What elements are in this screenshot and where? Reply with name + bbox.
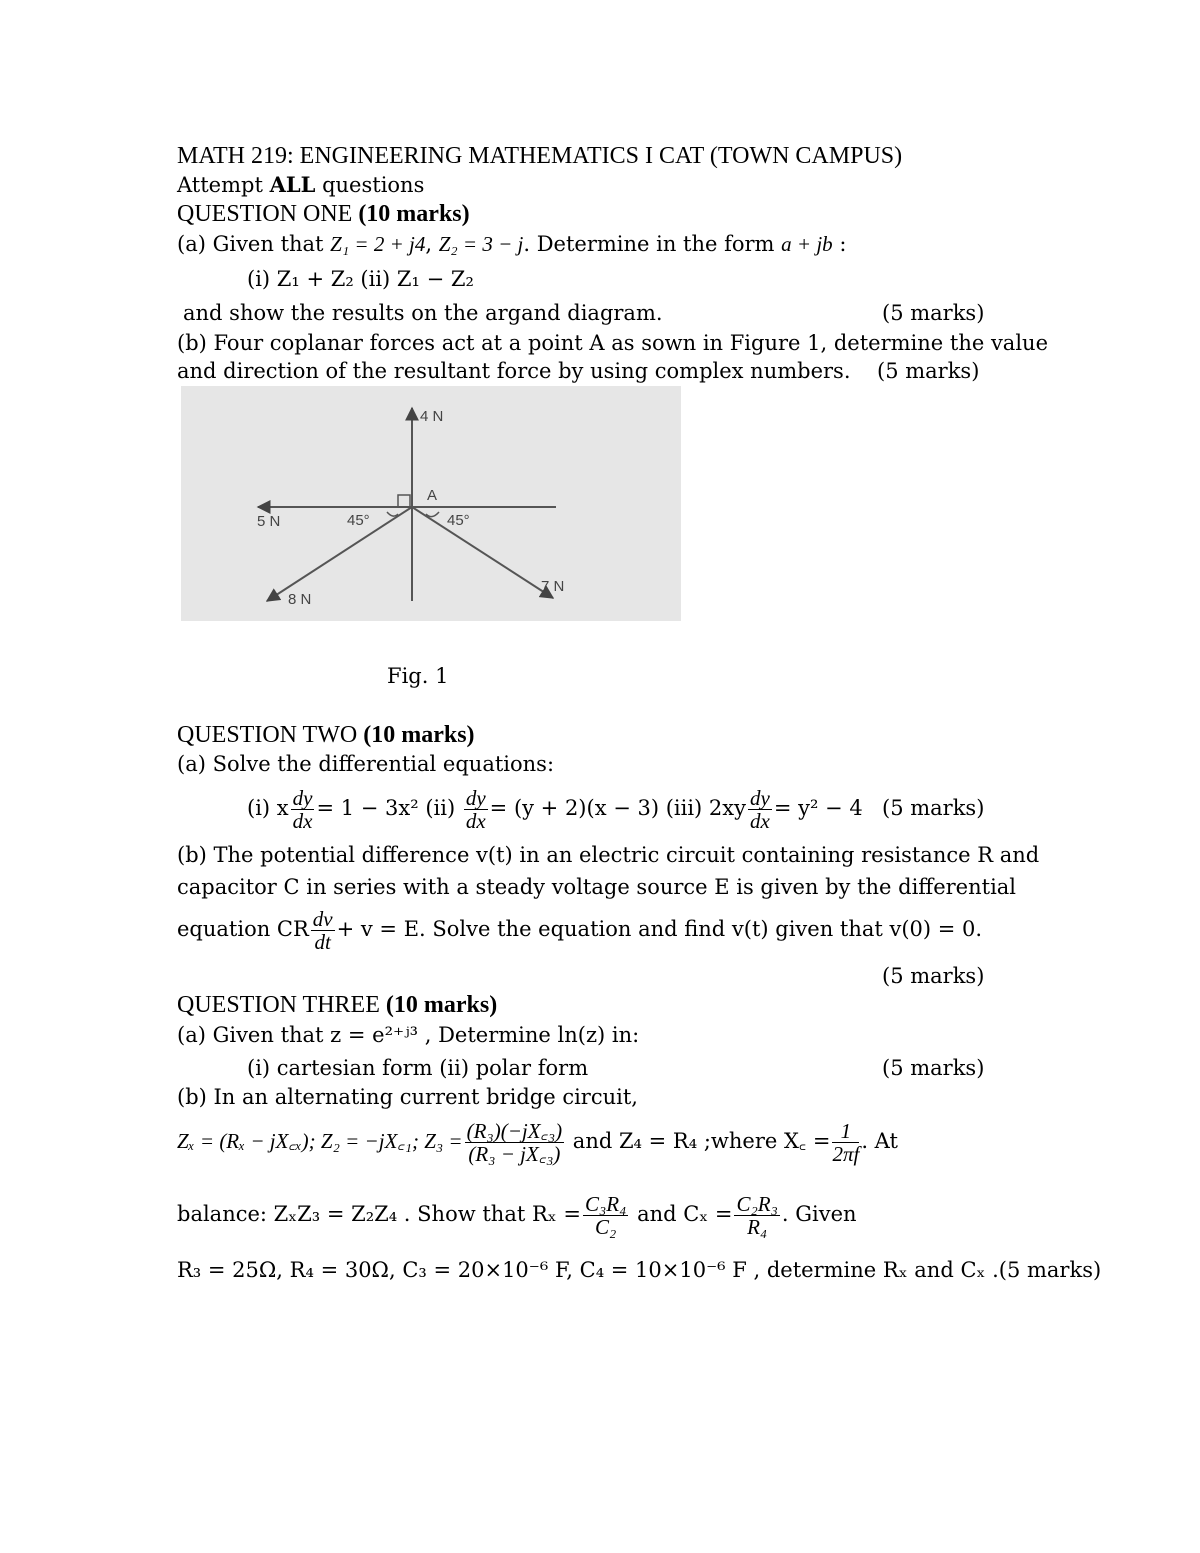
q3-b-cx-frac xyxy=(734,1193,779,1238)
q3-b-xc-num: 1 xyxy=(832,1120,859,1143)
q2-eq-iii-rhs: = y² − 4 xyxy=(773,796,863,820)
force-diagram xyxy=(181,386,681,621)
q3-b-z3-den: (R₃ − jX꜀₃) xyxy=(468,1142,561,1166)
q2-heading-text: QUESTION TWO xyxy=(177,722,364,748)
angle-arc-left xyxy=(387,512,398,516)
q2-eq-iii-num: dy xyxy=(750,786,770,810)
q2-eq-ii-frac xyxy=(464,787,488,832)
q2-eq-i-label: (i) x xyxy=(247,796,289,820)
q3-b-xc-den: 2πf xyxy=(832,1142,860,1166)
q2-eq-i-rhs: = 1 − 3x² (ii) xyxy=(316,796,456,820)
q3-b-balance-line xyxy=(177,1186,857,1242)
q2-heading xyxy=(177,721,475,749)
q1-a-marks: (5 marks) xyxy=(882,301,985,325)
q3-heading xyxy=(177,991,497,1019)
q2-a-text: (a) Solve the differential equations: xyxy=(177,752,555,776)
q3-b-given: R₃ = 25Ω, R₄ = 30Ω, C₃ = 20×10⁻⁶ F, C₄ = 10×10⁻⁶ F , determine Rₓ and Cₓ .(5 marks) xyxy=(177,1258,1102,1282)
label-angle-left: 45° xyxy=(347,512,370,529)
q2-eq-ii-num: dy xyxy=(465,786,486,810)
q2-eq-i-frac xyxy=(291,787,315,832)
q1-a-parts: (i) Z₁ + Z₂ (ii) Z₁ − Z₂ xyxy=(247,267,474,291)
force-8n-arrow xyxy=(267,507,412,601)
q2-eq-ii-den: dx xyxy=(465,809,486,833)
q1-heading-text: QUESTION ONE xyxy=(177,201,359,227)
q1-a-end: : xyxy=(832,232,847,256)
q3-heading-text: QUESTION THREE xyxy=(177,992,386,1018)
q2-a-marks: (5 marks) xyxy=(882,796,985,820)
q1-a-form: a + jb xyxy=(781,232,833,256)
q1-b-line2: and direction of the resultant force by using complex numbers. xyxy=(177,359,851,383)
q2-b-frac-num: dv xyxy=(312,907,333,931)
q1-a-pre: (a) Given that xyxy=(177,232,331,256)
q1-b-line1: (b) Four coplanar forces act at a point A as sown in Figure 1, determine the value xyxy=(177,331,1048,355)
instruction-post: questions xyxy=(315,173,425,197)
instruction xyxy=(177,171,424,199)
q1-a-show: and show the results on the argand diagram. xyxy=(183,301,663,325)
q3-a-parts: (i) cartesian form (ii) polar form xyxy=(247,1056,589,1080)
q3-b-equation-line xyxy=(177,1113,898,1169)
label-5n: 5 N xyxy=(257,513,281,530)
q3-b-eq-pre: Zₓ = (Rₓ − jX꜀ₓ); Z₂ = −jX꜀₁; Z₃ = xyxy=(177,1129,463,1153)
label-7n: 7 N xyxy=(541,578,565,595)
q3-a-marks: (5 marks) xyxy=(882,1056,985,1080)
instruction-bold: ALL xyxy=(269,172,316,197)
q2-eq-i-den: dx xyxy=(292,809,313,833)
force-diagram-svg xyxy=(181,386,681,621)
q2-b-line3-pre: equation CR xyxy=(177,917,309,941)
q3-b-rx-frac xyxy=(583,1193,628,1238)
q2-a-equations xyxy=(247,780,863,836)
q1-a-z1: Z₁ = 2 + j4 xyxy=(330,232,426,256)
q3-b-z3-num: (R₃)(−jX꜀₃) xyxy=(466,1119,563,1143)
label-angle-right: 45° xyxy=(447,512,470,529)
q1-heading xyxy=(177,200,470,228)
q3-b-bal-pre: balance: ZₓZ₃ = Z₂Z₄ . Show that Rₓ = xyxy=(177,1202,581,1226)
figure-caption: Fig. 1 xyxy=(387,664,449,688)
q3-b-bal-mid: and Cₓ = xyxy=(630,1202,733,1226)
label-4n: 4 N xyxy=(420,408,444,425)
q1-heading-marks: (10 marks) xyxy=(358,201,470,227)
q2-eq-i-num: dy xyxy=(292,786,313,810)
q3-b-cx-den: R₄ xyxy=(747,1215,768,1239)
q2-b-frac xyxy=(311,908,335,953)
q1-a-mid: . Determine in the form xyxy=(523,232,782,256)
page-title: MATH 219: ENGINEERING MATHEMATICS I CAT (TOWN CAMPUS) xyxy=(177,143,903,169)
q3-b-bal-end: . Given xyxy=(781,1202,857,1226)
q3-b-rx-num: C₃R₄ xyxy=(584,1192,627,1216)
q3-b-cx-num: C₂R₃ xyxy=(736,1192,778,1216)
right-angle-marker xyxy=(398,495,410,507)
instruction-pre: Attempt xyxy=(177,173,270,197)
q2-b-line3 xyxy=(177,901,982,957)
q2-b-line1: (b) The potential difference v(t) in an electric circuit containing resistance R and xyxy=(177,843,1040,867)
q2-eq-iii-frac xyxy=(748,787,772,832)
q1-b-marks: (5 marks) xyxy=(877,359,980,383)
q3-b-eq-end: . At xyxy=(861,1129,898,1153)
force-7n-arrow xyxy=(412,507,553,598)
q3-b-rx-den: C₂ xyxy=(595,1215,617,1239)
q3-b-intro: (b) In an alternating current bridge circuit, xyxy=(177,1085,638,1109)
q2-eq-iii-den: dx xyxy=(750,809,770,833)
q2-b-marks: (5 marks) xyxy=(882,964,985,988)
angle-arc-right xyxy=(426,512,439,517)
q2-heading-marks: (10 marks) xyxy=(363,722,475,748)
q2-b-line2: capacitor C in series with a steady voltage source E is given by the differential xyxy=(177,875,1017,899)
label-point-a: A xyxy=(427,487,438,504)
q2-eq-ii-rhs: = (y + 2)(x − 3) (iii) 2xy xyxy=(489,796,746,820)
q2-b-line3-post: + v = E. Solve the equation and find v(t) given that v(0) = 0. xyxy=(336,917,983,941)
q3-b-eq-mid: and Z₄ = R₄ ;where X꜀ = xyxy=(566,1129,831,1153)
q2-b-frac-den: dt xyxy=(314,930,331,954)
q3-b-z3-frac xyxy=(465,1120,565,1165)
label-8n: 8 N xyxy=(288,591,312,608)
q1-a-line: (a) Given that Z₁ = 2 + j4, Z₂ = 3 − j. Determine in the form a + jb : xyxy=(177,232,847,256)
q3-b-xc-frac xyxy=(832,1120,859,1165)
q3-a-line: (a) Given that z = e²⁺ʲ³ , Determine ln(z) in: xyxy=(177,1023,640,1047)
q3-heading-marks: (10 marks) xyxy=(385,992,498,1018)
q1-a-z2: Z₂ = 3 − j xyxy=(438,232,524,256)
